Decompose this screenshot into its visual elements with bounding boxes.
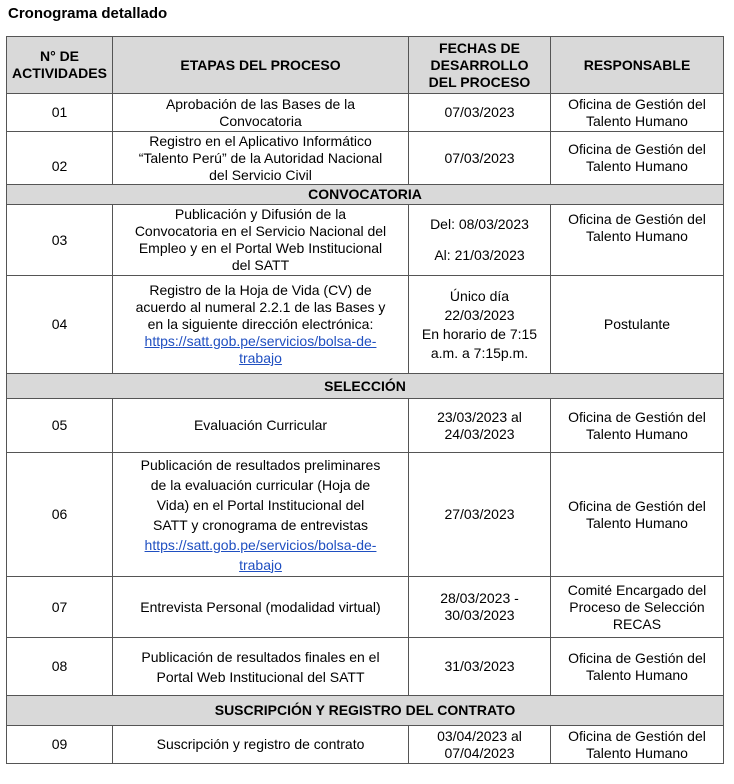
stage-cell: Publicación de resultados finales en el Portal Web Institucional del SATT (113, 638, 409, 696)
table-row (7, 453, 724, 577)
dates-cell: 07/03/2023 (409, 132, 551, 185)
schedule-table (6, 36, 724, 764)
activity-number: 07 (7, 577, 113, 638)
stage-cell: Registro en el Aplicativo Informático “Talento Perú” de la Autoridad Nacional del Servicio Civil (113, 132, 409, 185)
section-contrato: SUSCRIPCIÓN Y REGISTRO DEL CONTRATO (7, 696, 724, 726)
table-row (7, 726, 724, 764)
stage-cell: Publicación de resultados preliminares de la evaluación curricular (Hoja de Vida) en el Portal Institucional del SATT y cronograma de entrevistas https://satt.gob.pe/servicios/bolsa-de- trabajo (113, 453, 409, 577)
activity-number: 02 (7, 132, 113, 185)
table-row (7, 94, 724, 132)
stage-cell: Suscripción y registro de contrato (113, 726, 409, 764)
header-responsible: RESPONSABLE (551, 37, 724, 94)
responsible-cell: Postulante (551, 276, 724, 374)
bolsa-de-trabajo-link[interactable]: https://satt.gob.pe/servicios/bolsa-de- (144, 333, 377, 349)
responsible-cell: Oficina de Gestión del Talento Humano (551, 638, 724, 696)
responsible-cell: Comité Encargado del Proceso de Selección RECAS (551, 577, 724, 638)
responsible-cell: Oficina de Gestión del Talento Humano (551, 94, 724, 132)
table-row (7, 399, 724, 453)
responsible-cell: Oficina de Gestión del Talento Humano (551, 205, 724, 276)
header-stage: ETAPAS DEL PROCESO (113, 37, 409, 94)
dates-cell: Del: 08/03/2023 Al: 21/03/2023 (409, 205, 551, 276)
header-num: N° DE ACTIVIDADES (7, 37, 113, 94)
stage-cell: Entrevista Personal (modalidad virtual) (113, 577, 409, 638)
stage-cell: Aprobación de las Bases de la Convocatoria (113, 94, 409, 132)
stage-cell: Evaluación Curricular (113, 399, 409, 453)
table-row (7, 132, 724, 185)
activity-number: 06 (7, 453, 113, 577)
stage-cell: Registro de la Hoja de Vida (CV) de acuerdo al numeral 2.2.1 de las Bases y en la siguiente dirección electrónica: https://satt.gob.pe/servicios/bolsa-de- trabajo (113, 276, 409, 374)
table-row (7, 276, 724, 374)
dates-cell: 27/03/2023 (409, 453, 551, 577)
responsible-cell: Oficina de Gestión del Talento Humano (551, 399, 724, 453)
bolsa-de-trabajo-link-continued[interactable]: trabajo (239, 556, 282, 573)
header-row (7, 37, 724, 94)
dates-cell: 31/03/2023 (409, 638, 551, 696)
activity-number: 03 (7, 205, 113, 276)
activity-number: 09 (7, 726, 113, 764)
section-convocatoria: CONVOCATORIA (7, 185, 724, 205)
bolsa-de-trabajo-link[interactable]: https://satt.gob.pe/servicios/bolsa-de- (144, 536, 377, 553)
activity-number: 08 (7, 638, 113, 696)
section-row (7, 374, 724, 399)
activity-number: 01 (7, 94, 113, 132)
dates-cell: 03/04/2023 al 07/04/2023 (409, 726, 551, 764)
section-row (7, 696, 724, 726)
activity-number: 05 (7, 399, 113, 453)
dates-cell: 07/03/2023 (409, 94, 551, 132)
section-row (7, 185, 724, 205)
responsible-cell: Oficina de Gestión del Talento Humano (551, 453, 724, 577)
dates-cell: Único día 22/03/2023 En horario de 7:15 a.m. a 7:15p.m. (409, 276, 551, 374)
header-dates: FECHAS DE DESARROLLO DEL PROCESO (409, 37, 551, 94)
activity-number: 04 (7, 276, 113, 374)
responsible-cell: Oficina de Gestión del Talento Humano (551, 726, 724, 764)
table-row (7, 577, 724, 638)
responsible-cell: Oficina de Gestión del Talento Humano (551, 132, 724, 185)
bolsa-de-trabajo-link-continued[interactable]: trabajo (239, 350, 282, 366)
table-row (7, 638, 724, 696)
page-heading: Cronograma detallado (8, 5, 168, 22)
table-row (7, 205, 724, 276)
dates-cell: 28/03/2023 - 30/03/2023 (409, 577, 551, 638)
section-seleccion: SELECCIÓN (7, 374, 724, 399)
dates-cell: 23/03/2023 al 24/03/2023 (409, 399, 551, 453)
stage-cell: Publicación y Difusión de la Convocatoria en el Servicio Nacional del Empleo y en el Portal Web Institucional del SATT (113, 205, 409, 276)
